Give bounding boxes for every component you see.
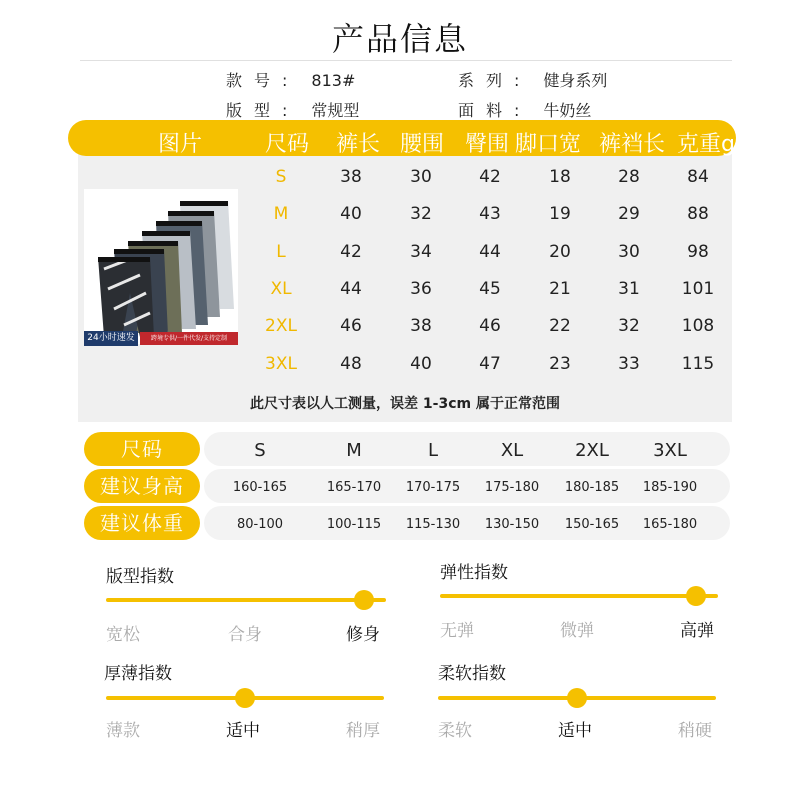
fabric-key: 面料: [458,101,532,120]
table-cell: 45 [479,279,501,299]
elastic-index-option: 无弹 [440,621,474,641]
fit-row [226,98,359,121]
fabric-value: 牛奶丝 [543,101,592,120]
rec-size-cell: XL [500,440,524,461]
fit-index-option: 修身 [346,625,380,645]
rec-height-cell: 185-190 [642,480,698,495]
table-cell: 22 [549,316,571,336]
thickness-index-option: 适中 [226,721,260,741]
rec-weight-cell: 150-165 [564,517,620,532]
rec-size-cell: L [427,440,439,461]
header-cell: 脚口宽 [514,132,581,157]
elastic-index-knob [686,586,706,606]
rec-height-cell: 160-165 [232,480,288,495]
size-cell: M [273,204,289,224]
table-cell: 31 [618,279,640,299]
softness-index-title: 柔软指数 [438,664,506,684]
table-cell: 20 [549,242,571,262]
rec-weight-cell: 115-130 [405,517,461,532]
table-cell: 38 [340,167,362,187]
table-cell: 46 [340,316,362,336]
rec-height-cell: 165-170 [326,480,382,495]
table-cell: 28 [618,167,640,187]
header-cell: 裤裆长 [598,132,665,157]
rec-height-cell: 180-185 [564,480,620,495]
table-cell: 44 [479,242,501,262]
thickness-index-option: 薄款 [106,721,140,741]
fabric-row [458,98,591,121]
fit-index-option: 宽松 [106,625,140,645]
rec-weight-cell: 130-150 [484,517,540,532]
rec-height-label: 建议身高 [84,469,200,503]
softness-index-knob [567,688,587,708]
table-cell: 30 [618,242,640,262]
rec-weight-cell: 100-115 [326,517,382,532]
header-cell: 克重g [677,132,735,157]
measurement-note: 此尺寸表以人工测量，误差 1-3cm 属于正常范围 [250,396,560,412]
product-image [84,189,238,344]
softness-index-option: 稍硬 [678,721,712,741]
fit-key: 版型: [226,101,300,120]
table-cell: 21 [549,279,571,299]
fit-index-track [106,598,386,602]
softness-index-option: 柔软 [438,721,472,741]
thickness-index-knob [235,688,255,708]
size-cell: S [275,167,287,187]
fit-index-option: 合身 [228,625,262,645]
fit-value: 常规型 [311,101,360,120]
table-cell: 84 [687,167,709,187]
size-cell: XL [270,279,292,299]
header-cell: 臀围 [464,132,509,157]
rec-size-cell: S [254,440,266,461]
table-cell: 32 [618,316,640,336]
shorts-illustration [84,189,238,344]
rec-weight-label: 建议体重 [84,506,200,540]
table-cell: 115 [681,354,715,374]
size-cell: L [276,242,286,262]
softness-index-option: 适中 [558,721,592,741]
header-cell: 尺码 [264,132,309,157]
fit-index-title: 版型指数 [106,567,174,587]
style-no-key: 款号: [226,71,300,90]
elastic-index-track [440,594,718,598]
thickness-index-option: 稍厚 [346,721,380,741]
title-divider [80,60,732,61]
series-key: 系列: [458,71,532,90]
table-cell: 32 [410,204,432,224]
table-cell: 30 [410,167,432,187]
style-no-row [226,68,355,91]
page-title: 产品信息 [331,20,468,58]
rec-size-cell: M [346,440,362,461]
table-cell: 48 [340,354,362,374]
style-no-value: 813# [311,71,356,90]
table-cell: 33 [618,354,640,374]
size-cell: 2XL [265,316,297,336]
elastic-index-title: 弹性指数 [440,563,508,583]
header-cell: 裤长 [335,132,380,157]
table-cell: 34 [410,242,432,262]
table-cell: 40 [410,354,432,374]
table-cell: 18 [549,167,571,187]
table-cell: 101 [681,279,715,299]
table-cell: 36 [410,279,432,299]
elastic-index-option: 微弹 [560,621,594,641]
rec-size-label: 尺码 [84,432,200,466]
series-row [458,68,607,91]
table-cell: 38 [410,316,432,336]
rec-height-cell: 175-180 [484,480,540,495]
rec-height-cell: 170-175 [405,480,461,495]
table-cell: 46 [479,316,501,336]
table-cell: 29 [618,204,640,224]
header-cell: 腰围 [399,132,444,157]
series-value: 健身系列 [543,71,608,90]
table-cell: 19 [549,204,571,224]
table-cell: 42 [479,167,501,187]
table-cell: 43 [479,204,501,224]
table-cell: 88 [687,204,709,224]
cross-border-badge: 跨境专供/一件代发/支持定制 [140,332,238,345]
thickness-index-title: 厚薄指数 [104,664,172,684]
table-cell: 23 [549,354,571,374]
table-cell: 44 [340,279,362,299]
fit-index-knob [354,590,374,610]
header-cell: 图片 [157,132,202,157]
rec-size-cell: 3XL [653,440,687,461]
rec-weight-cell: 165-180 [642,517,698,532]
size-cell: 3XL [265,354,297,374]
table-cell: 98 [687,242,709,262]
table-cell: 108 [681,316,715,336]
fast-shipping-badge: 24小时速发 [84,331,138,346]
table-cell: 40 [340,204,362,224]
rec-weight-cell: 80-100 [236,517,284,532]
table-cell: 42 [340,242,362,262]
elastic-index-option: 高弹 [680,621,714,641]
rec-size-cell: 2XL [575,440,609,461]
table-cell: 47 [479,354,501,374]
